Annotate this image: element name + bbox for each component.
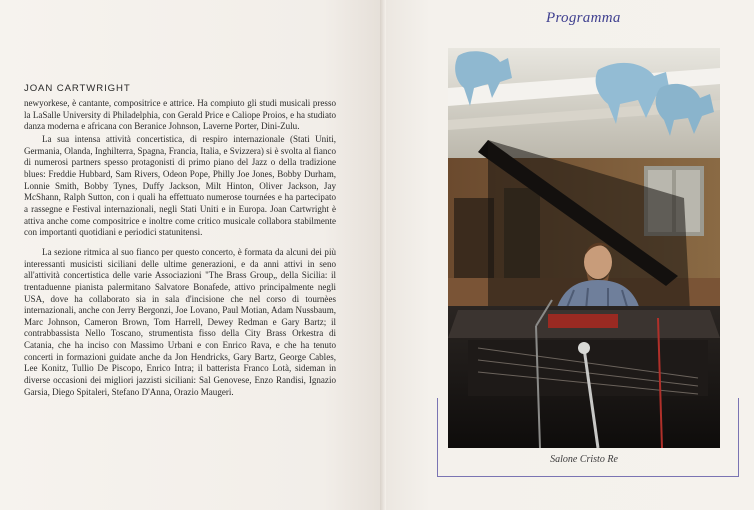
pianist-photo-illustration <box>448 48 720 448</box>
artist-biography <box>24 98 336 398</box>
bio-paragraph: newyorkese, è cantante, compositrice e attrice. Ha compiuto gli studi musicali presso la LaSalle University di Philadelphia, con Gerald Price e Caliope Proios, e ha studiato danza moderna e africana con Beranice Johnson, Laverne Porter, Dini-Zulu. <box>24 98 336 132</box>
programme-title: Programma <box>546 10 621 26</box>
bio-paragraph: La sezione ritmica al suo fianco per questo concerto, è formata da alcuni dei più interessanti musicisti siciliani delle ultime generazioni, e da anni attivi in seno all'attività concertistica delle varie Associazioni "The Brass Group„ della Sicilia: il trentaduenne pianista palermitano Salvatore Bonafede, attivo principalmente negli USA, dove ha collaborato sia in sala d'incisione che nel corso di tournèes internazionali, anche con Jerry Bergonzi, Joe Lovano, Paul Motian, Adam Nussbaum, Marc Johnson, Cameron Brown, Tom Harrell, Dewey Redman e Gary Bartz; il contrabbassista Nello Toscano, strumentista fisso della City Brass Orkestra di Catania, che ha inciso con Massimo Urbani e con Enrico Rava, e che ha tenuto concerti in formazioni guidate anche da Jon Hendricks, Gary Bartz, George Cables, Lee Konitz, Tullio De Piscopo, Enrico Intra; il batterista Franco Lotà, sideman in diverse occasioni dei migliori jazzisti siciliani: Sal Genovese, Enzo Randisi, Ignazio Garsia, Diego Spitaleri, Stefano D'Anna, Orazio Maugeri. <box>24 246 336 397</box>
artist-name: JOAN CARTWRIGHT <box>24 83 131 94</box>
photo-caption: Salone Cristo Re <box>550 454 618 465</box>
pianist-photo <box>448 48 720 448</box>
bio-paragraph: La sua intensa attività concertistica, di respiro internazionale (Stati Uniti, Germania, Olanda, Inghilterra, Spagna, Francia, Italia, e Svizzera) si è svolta al fianco di numerosi partners spesso protagonisti di primo piano del Jazz o della tradizione blues: Freddie Hubbard, Sam Rivers, Odeon Pope, Philly Joe Jones, Bobby Durham, Lonnie Smith, Bobby Tynes, Duffy Jackson, Milt Hinton, Oliver Jackson, Jay McShann, Ralph Sutton, con i quali ha effettuato numerose tournées e ha partecipato a rassegne e Festival internazionali, negli Stati Uniti e in Europa. Joan Cartwright è attiva anche come compositrice e inoltre come critico musicale collabora stabilmente con importanti quotidiani e periodici statunitensi. <box>24 133 336 238</box>
